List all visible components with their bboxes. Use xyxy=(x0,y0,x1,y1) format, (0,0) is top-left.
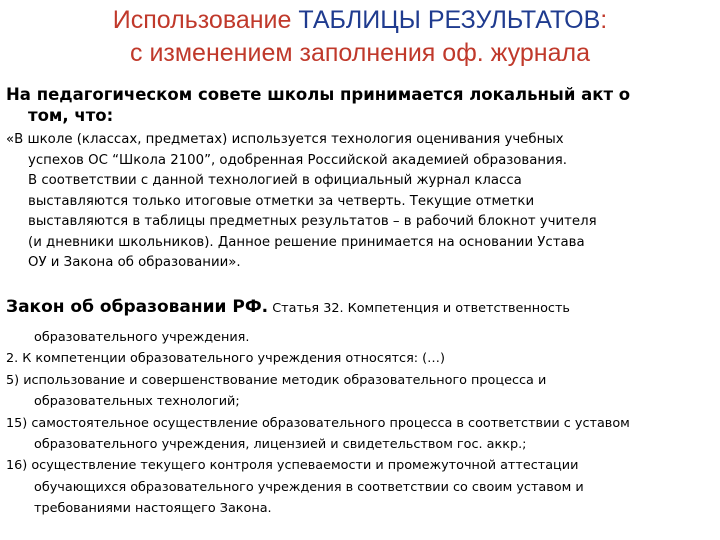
intro-heading xyxy=(6,84,712,126)
list-item-16: 16) осуществление текущего контроля успеваемости и промежуточной аттестации xyxy=(6,458,579,474)
quote-line: ОУ и Закона об образовании». xyxy=(28,255,241,270)
title-accent: ТАБЛИЦЫ РЕЗУЛЬТАТОВ xyxy=(298,6,601,34)
list-item-5-cont: образовательных технологий; xyxy=(34,394,240,410)
law-list xyxy=(6,327,716,520)
law-heading xyxy=(6,297,716,317)
list-item-2: 2. К компетенции образовательного учреждения относятся: (…) xyxy=(6,351,445,367)
law-article: Статья 32. Компетенция и ответственность xyxy=(268,301,570,316)
quote-line: (и дневники школьников). Данное решение принимается на основании Устава xyxy=(28,234,585,250)
law-title: Закон об образовании РФ. xyxy=(6,297,269,317)
law-article-cont: образовательного учреждения. xyxy=(34,330,250,345)
quote-line: «В школе (классах, предметах) используется технология оценивания учебных xyxy=(6,132,564,147)
intro-line-2: том, что: xyxy=(28,106,114,125)
slide-title xyxy=(0,4,720,70)
list-item-5: 5) использование и совершенствование методик образовательного процесса и xyxy=(6,372,547,388)
list-item-16-cont: требованиями настоящего Закона. xyxy=(34,501,272,517)
quote-line: выставляются только итоговые отметки за четверть. Текущие отметки xyxy=(28,193,535,209)
title-part-1: Использование xyxy=(112,6,299,34)
quote-block xyxy=(6,130,716,274)
title-line-2: с изменением заполнения оф. журнала xyxy=(130,39,590,67)
title-part-2: : xyxy=(600,6,608,34)
list-item-15: 15) самостоятельное осуществление образовательного процесса в соответствии с уставом xyxy=(6,415,630,431)
quote-line: выставляются в таблицы предметных результатов – в рабочий блокнот учителя xyxy=(28,214,597,229)
title-line-1 xyxy=(0,4,720,37)
list-item-16-cont: обучающихся образовательного учреждения в соответствии со своим уставом и xyxy=(34,479,584,495)
quote-line: В соответствии с данной технологией в официальный журнал класса xyxy=(28,173,522,188)
list-item-15-cont: образовательного учреждения, лицензией и свидетельством гос. аккр.; xyxy=(34,437,527,453)
quote-line: успехов ОС “Школа 2100”, одобренная Российской академией образования. xyxy=(28,152,567,168)
intro-line-1: На педагогическом совете школы принимается локальный акт о xyxy=(6,85,631,104)
